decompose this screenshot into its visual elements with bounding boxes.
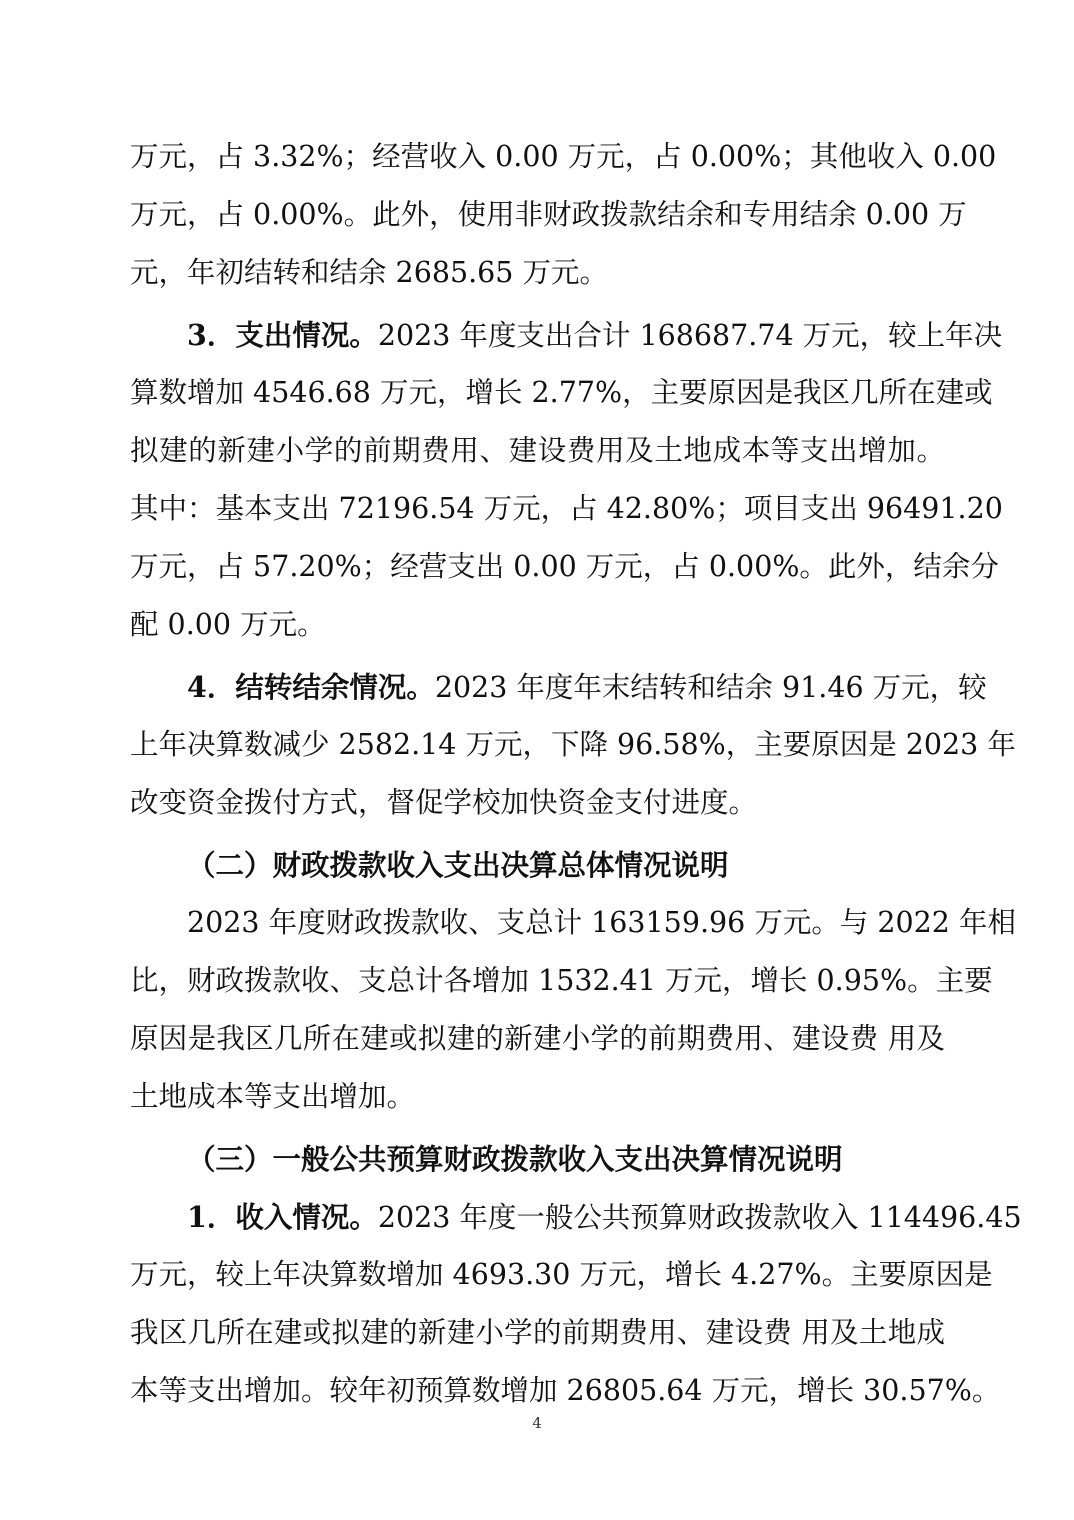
section-heading-general-budget: （三）一般公共预算财政拨款收入支出决算情况说明 — [187, 1142, 843, 1176]
text-span: 2023 年度年末结转和结余 91.46 万元，较 — [434, 671, 987, 704]
text-line — [130, 658, 987, 716]
section-heading-carryover: 4．结转结余情况。 — [187, 670, 435, 704]
text-line: 本等支出增加。较年初预算数增加 26805.64 万元，增长 30.57%。 — [130, 1374, 1001, 1407]
paragraph-general-budget-income — [130, 1188, 1022, 1420]
text-line: 土地成本等支出增加。 — [130, 1080, 416, 1113]
text-line: 改变资金拨付方式，督促学校加快资金支付进度。 — [130, 786, 758, 819]
text-line: 元，年初结转和结余 2685.65 万元。 — [130, 256, 608, 289]
text-span: 2023 年度支出合计 168687.74 万元，较上年决 — [377, 319, 1003, 352]
text-line: 其中：基本支出 72196.54 万元，占 42.80%；项目支出 96491.20 — [130, 492, 1003, 525]
paragraph-income-continued — [130, 128, 997, 302]
section-heading-income: 1．收入情况。 — [187, 1200, 378, 1234]
paragraph-carryover — [130, 658, 1016, 832]
text-line: 2023 年度财政拨款收、支总计 163159.96 万元。与 2022 年相 — [187, 906, 1016, 939]
text-line: 万元，较上年决算数增加 4693.30 万元，增长 4.27%。主要原因是 — [130, 1258, 993, 1291]
page-body — [130, 128, 1022, 1420]
text-line — [130, 306, 1003, 364]
paragraph-expenditure — [130, 306, 1003, 654]
page-number: 4 — [532, 1414, 542, 1432]
text-line: 我区几所在建或拟建的新建小学的前期费用、建设费 用及土地成 — [130, 1316, 945, 1349]
section-heading-expenditure: 3．支出情况。 — [187, 318, 378, 352]
text-line: 万元，占 57.20%；经营支出 0.00 万元，占 0.00%。此外，结余分 — [130, 550, 999, 583]
text-line — [130, 1188, 1022, 1246]
text-line: 万元，占 0.00%。此外，使用非财政拨款结余和专用结余 0.00 万 — [130, 198, 967, 231]
text-line: 比，财政拨款收、支总计各增加 1532.41 万元，增长 0.95%。主要 — [130, 964, 993, 997]
text-line: 上年决算数减少 2582.14 万元，下降 96.58%，主要原因是 2023 年 — [130, 728, 1016, 761]
section-heading-fiscal-overall: （二）财政拨款收入支出决算总体情况说明 — [187, 848, 729, 882]
text-line: 拟建的新建小学的前期费用、建设费用及土地成本等支出增加。 — [130, 434, 945, 467]
text-line: 配 0.00 万元。 — [130, 608, 326, 641]
paragraph-fiscal-overall — [130, 894, 1016, 1126]
text-line: 万元，占 3.32%；经营收入 0.00 万元，占 0.00%；其他收入 0.00 — [130, 140, 997, 173]
text-line: 算数增加 4546.68 万元，增长 2.77%，主要原因是我区几所在建或 — [130, 376, 993, 409]
text-line: 原因是我区几所在建或拟建的新建小学的前期费用、建设费 用及 — [130, 1022, 945, 1055]
text-span: 2023 年度一般公共预算财政拨款收入 114496.45 — [377, 1201, 1022, 1234]
